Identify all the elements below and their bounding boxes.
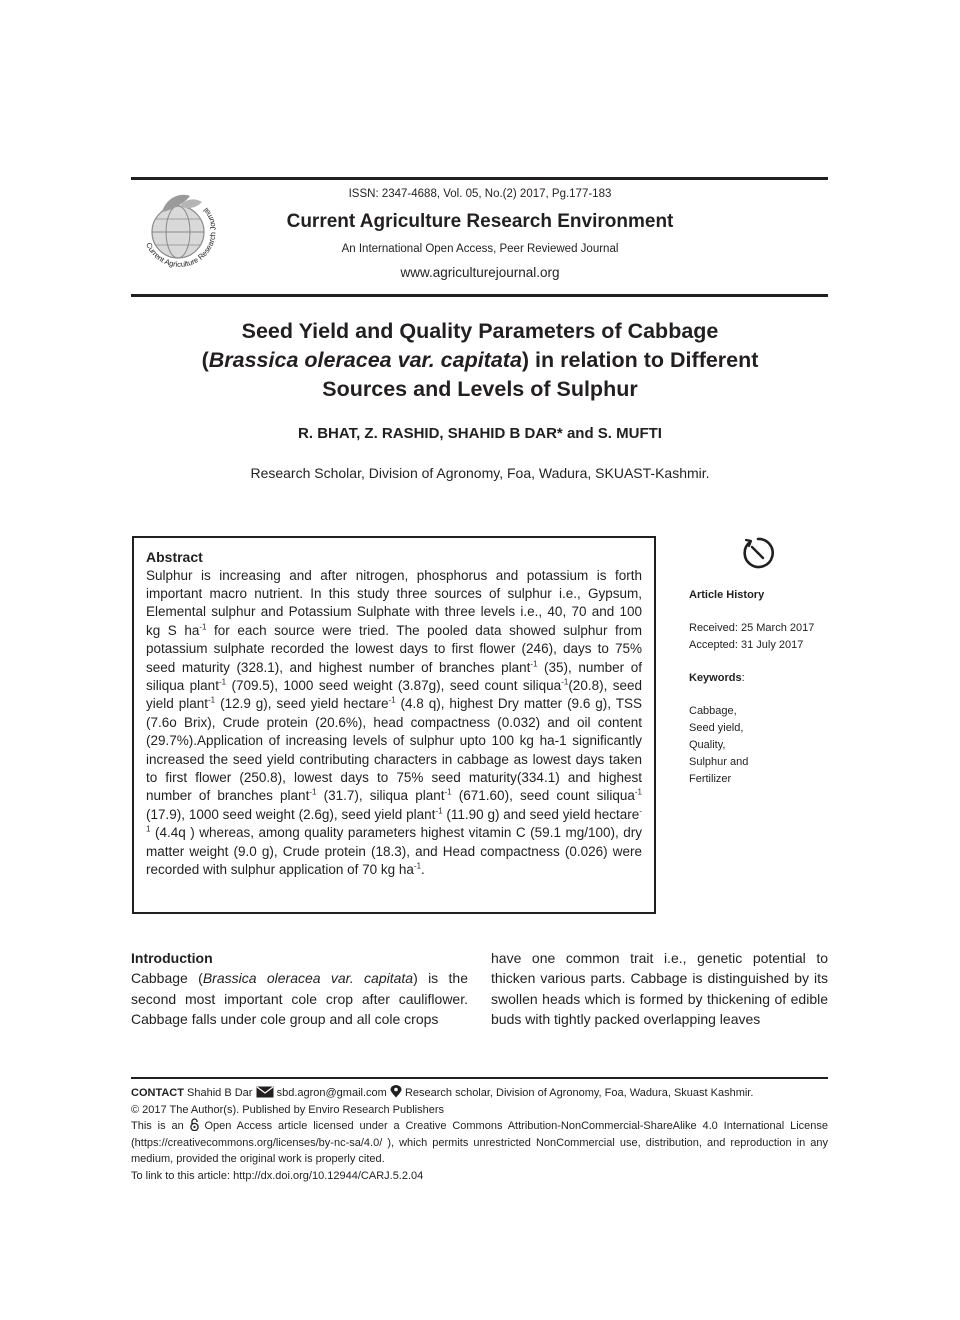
introduction-column-2: have one common trait i.e., genetic potential to thicken various parts. Cabbage is distinguished by its swollen heads which is formed by thickening of edible buds with tightly packed overlapping leaves (491, 950, 828, 1028)
keyword-item: Quality, (689, 739, 726, 751)
article-title (130, 317, 830, 404)
copyright-line: © 2017 The Author(s). Published by Enviro Research Publishers (131, 1103, 445, 1116)
contact-email[interactable]: sbd.agron@gmail.com (276, 1087, 387, 1099)
header-top-rule (131, 177, 828, 180)
journal-url[interactable]: www.agriculturejournal.org (400, 265, 560, 280)
keyword-item: Fertilizer (689, 773, 732, 785)
introduction-heading: Introduction (131, 950, 213, 966)
title-line-1: Seed Yield and Quality Parameters of Cabbage (241, 319, 719, 343)
journal-logo-icon (132, 186, 228, 282)
logo-arc-text: Current Agriculture Research Journal (144, 205, 218, 269)
affiliation: Research Scholar, Division of Agronomy, Foa, Wadura, SKUAST-Kashmir. (250, 465, 710, 481)
email-icon (256, 1086, 274, 1098)
contact-name: Shahid B Dar (187, 1087, 253, 1099)
keywords-heading: Keywords: (689, 672, 745, 684)
location-pin-icon (390, 1085, 402, 1098)
abstract-box (132, 536, 656, 914)
contact-address: Research scholar, Division of Agronomy, Foa, Wadura, Skuast Kashmir. (404, 1087, 754, 1099)
abstract-text: Sulphur is increasing and after nitrogen, phosphorus and potassium is forth important macro nutrient. In this study three sources of sulphur i.e., Gypsum, Elemental sulphur and Potassium Sulphate with three levels i.e., 40, 70 and 100 kg S $ha^{-1}$ for each source were tried. The pooled data showed sulphur from potassium sulphate recorded the lowest days to first flower (246), days to 75% seed maturity (328.1), and highest number of branches plant$^{-1}$ (35), number of siliqua plant$^{-1}$ (709.5), 1000 seed weight (3.87g), seed count siliqua$^{-1}$(20.8), seed yield plant$^{-1}$ (12.9 g), seed yield hectare$^{-1}$ (4.8 q), highest Dry matter (9.6 g), TSS (7.6o Brix), Crude protein (20.6%), head compactness (0.032) and oil content (29.7%).Application of increasing levels of sulphur upto 100 kg ha-1 significantly increased the seed yield contributing characters in cabbage as lowest days taken to first flower (250.8), lowest days to 75% seed maturity(334.1) and highest number of branches plant$^{-1}$ (31.7), siliqua plant$^{-1}$ (671.60), seed count siliqua$^{-1}$ (17.9), 1000 seed weight (2.6g), seed yield plant$^{-1}$ (11.90 g) and seed yield hectare$^{-1}$ (4.4q ) whereas, among quality parameters highest vitamin C (59.1 mg/100), dry matter weight (9.0 g), Crude protein (18.3), and Head compactness (0.026) were recorded with sulphur application of 70 kg $ha^{-1}$. (146, 567, 642, 877)
issn-line: ISSN: 2347-4688, Vol. 05, No.(2) 2017, Pg.177-183 (348, 188, 612, 200)
title-line-3: Sources and Levels of Sulphur (322, 377, 638, 401)
abstract-heading: Abstract (146, 549, 203, 565)
journal-title: Current Agriculture Research Environment (286, 211, 674, 232)
journal-subtitle: An International Open Access, Peer Reviewed Journal (341, 243, 619, 255)
footer-rule (131, 1077, 828, 1079)
keyword-list (689, 703, 748, 788)
introduction-column-1 (131, 948, 468, 1030)
clock-icon (741, 536, 775, 570)
article-history-heading: Article History (689, 589, 765, 601)
open-access-lock-icon (190, 1118, 199, 1131)
keyword-item: Seed yield, (689, 722, 744, 734)
author-list: R. BHAT, Z. RASHID, SHAHID B DAR* and S. MUFTI (298, 425, 662, 442)
title-line-2: (Brassica oleracea var. capitata) in relation to Different (201, 348, 759, 372)
received-date: Received: 25 March 2017 (689, 622, 815, 634)
header-bottom-rule (131, 294, 828, 297)
keyword-item: Sulphur and (689, 756, 749, 768)
doi-link[interactable]: To link to this article: http://dx.doi.org/10.12944/CARJ.5.2.04 (131, 1169, 424, 1182)
keyword-item: Cabbage, (689, 705, 737, 717)
footer (131, 1085, 828, 1185)
contact-line (131, 1085, 828, 1102)
introduction-text-1: Cabbage (Brassica oleracea var. capitata) is the second most important cole crop after cauliflower. Cabbage falls under cole group and all cole crops (131, 970, 468, 1028)
accepted-date: Accepted: 31 July 2017 (689, 639, 804, 651)
contact-label: CONTACT (131, 1087, 184, 1099)
title-species-italic: Brassica oleracea var. capitata (208, 348, 522, 372)
license-text: This is an Open Access article licensed under a Creative Commons Attribution-NonCommercial-ShareAlike 4.0 International License (https://creativecommons.org/licenses/by-nc-sa/4.0/ ), which permits unrestricted NonCommercial use, distribution, and reproduction in any medium, provided the original work is properly cited. (131, 1120, 829, 1166)
